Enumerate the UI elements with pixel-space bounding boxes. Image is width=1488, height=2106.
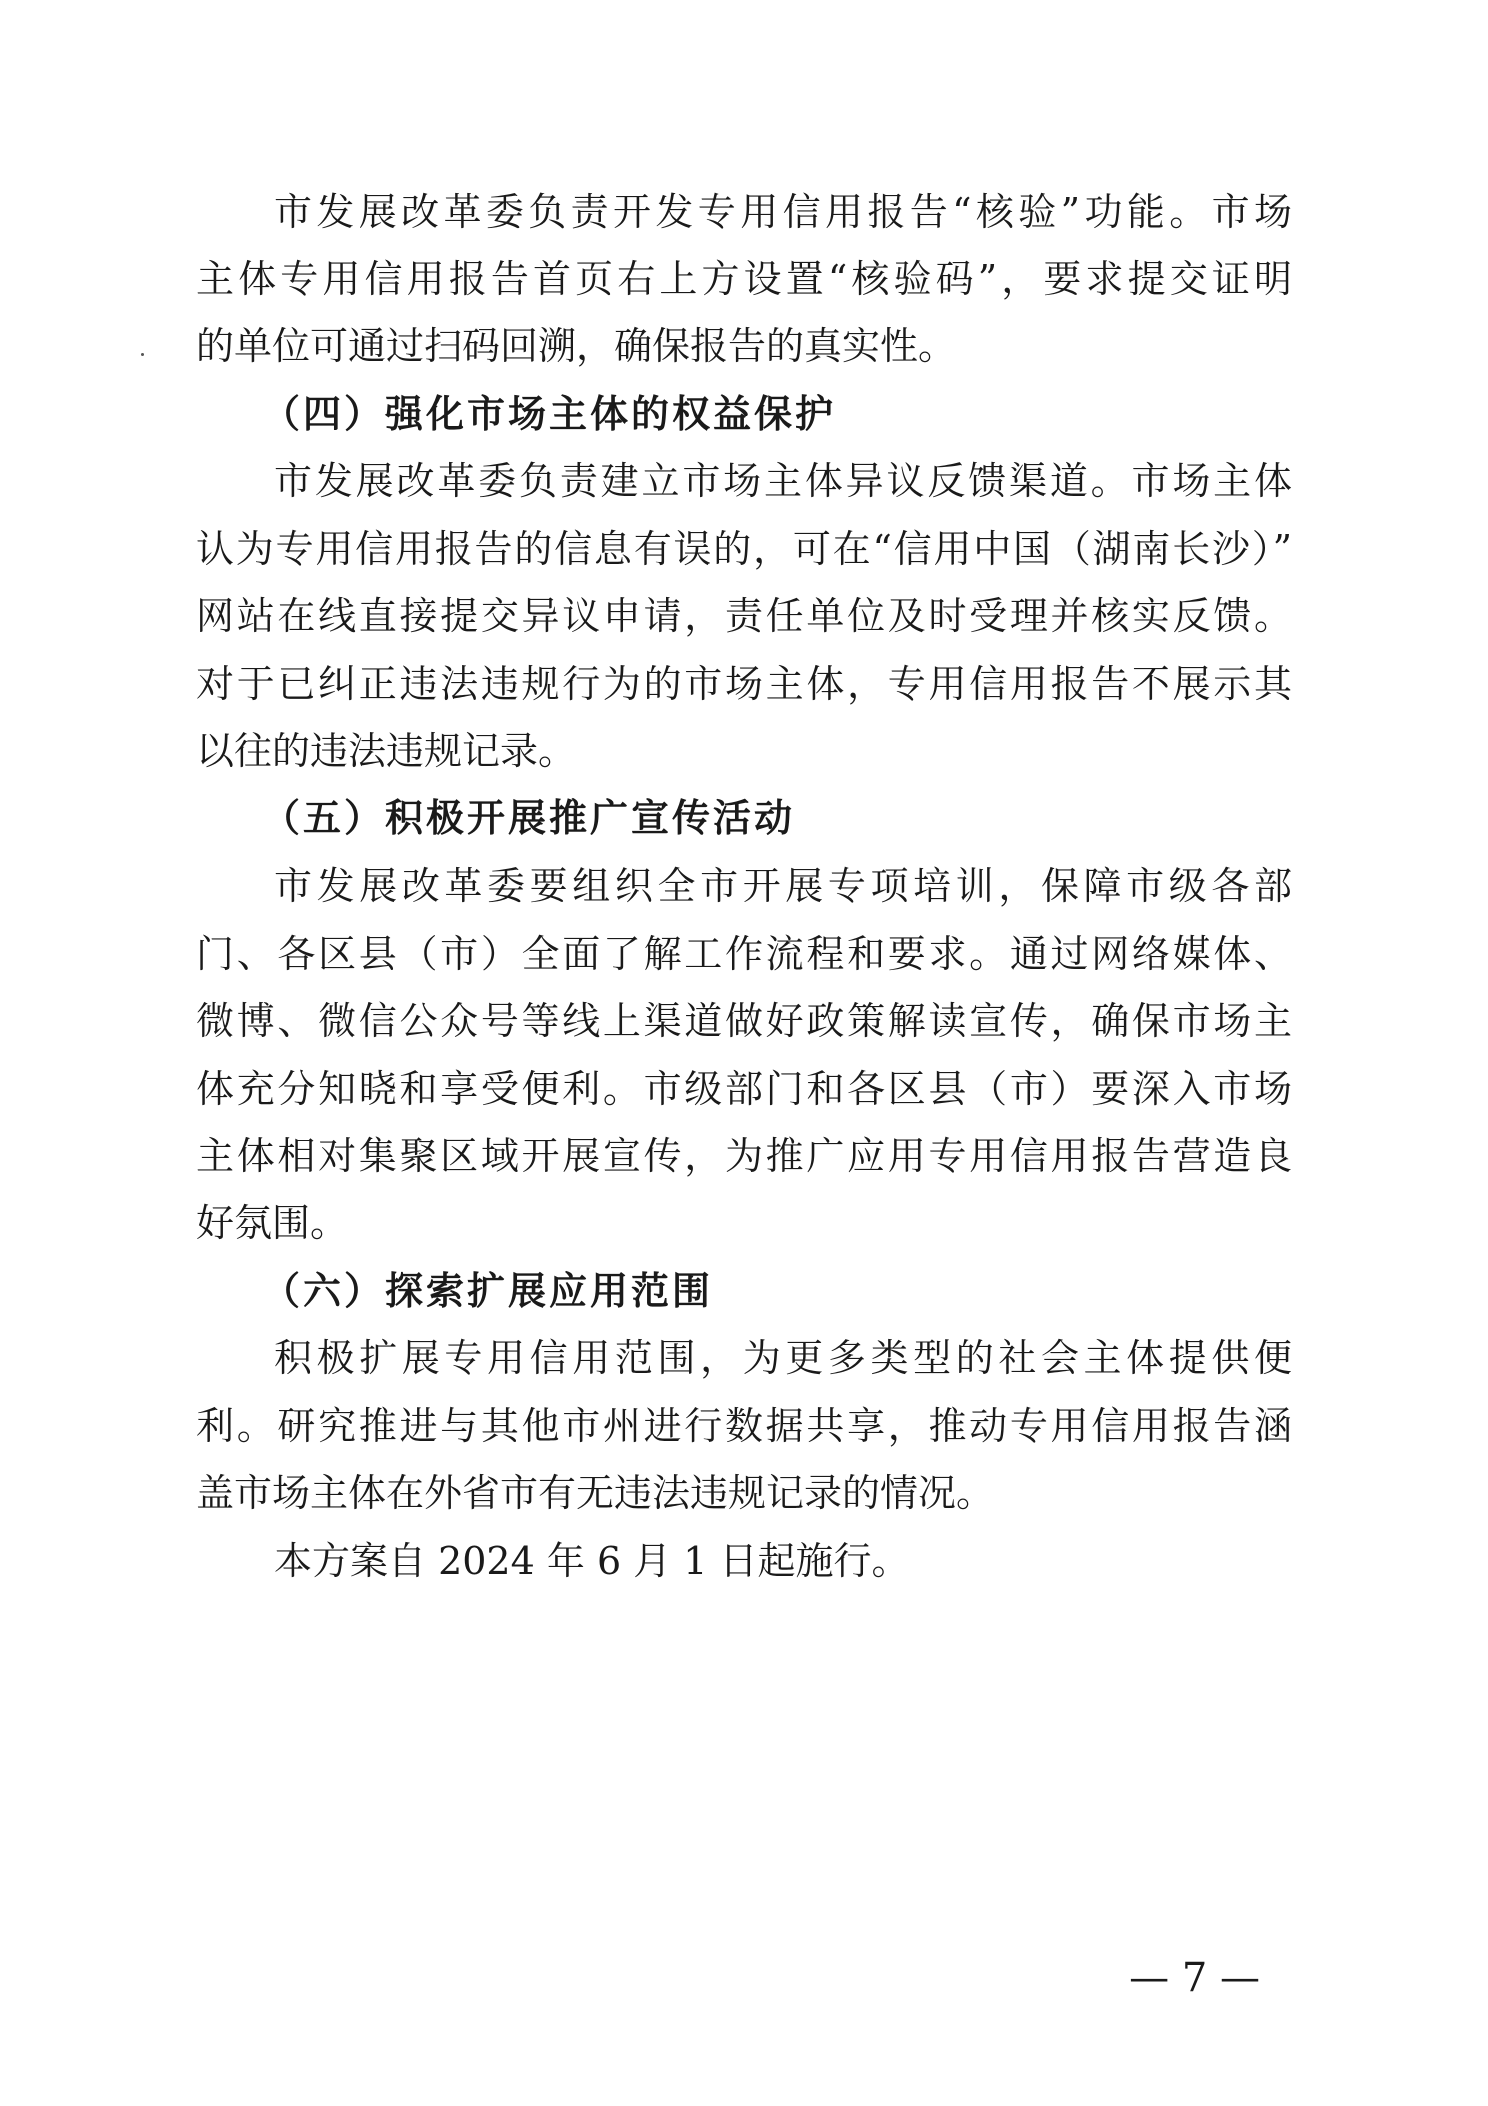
paragraph-line: 积极扩展专用信用范围，为更多类型的社会主体提供便 bbox=[274, 1336, 1292, 1380]
paragraph-line: 以往的违法违规记录。 bbox=[196, 729, 577, 773]
scan-speck bbox=[141, 353, 144, 356]
paragraph-line: 市发展改革委要组织全市开展专项培训，保障市级各部 bbox=[274, 864, 1292, 908]
paragraph-line: 的单位可通过扫码回溯，确保报告的真实性。 bbox=[196, 324, 957, 368]
paragraph-line: 认为专用信用报告的信息有误的，可在“信用中国（湖南长沙）” bbox=[196, 527, 1292, 571]
paragraph-line: 市发展改革委负责建立市场主体异议反馈渠道。市场主体 bbox=[274, 459, 1292, 503]
paragraph-line: 好氛围。 bbox=[196, 1201, 349, 1245]
paragraph-line: 主体相对集聚区域开展宣传，为推广应用专用信用报告营造良 bbox=[196, 1134, 1292, 1178]
paragraph-line: 对于已纠正违法违规行为的市场主体，专用信用报告不展示其 bbox=[196, 662, 1292, 706]
paragraph-line: 微博、微信公众号等线上渠道做好政策解读宣传，确保市场主 bbox=[196, 999, 1292, 1043]
section-heading-5: （五）积极开展推广宣传活动 bbox=[262, 796, 796, 840]
paragraph-line: 门、各区县（市）全面了解工作流程和要求。通过网络媒体、 bbox=[196, 932, 1292, 976]
paragraph-line: 网站在线直接提交异议申请，责任单位及时受理并核实反馈。 bbox=[196, 594, 1292, 638]
paragraph-line: 利。研究推进与其他市州进行数据共享，推动专用信用报告涵 bbox=[196, 1404, 1292, 1448]
paragraph-line: 体充分知晓和享受便利。市级部门和各区县（市）要深入市场 bbox=[196, 1067, 1292, 1111]
section-heading-4: （四）强化市场主体的权益保护 bbox=[262, 392, 837, 436]
page-number: — 7 — bbox=[1129, 1955, 1260, 2001]
paragraph-line: 盖市场主体在外省市有无违法违规记录的情况。 bbox=[196, 1471, 995, 1515]
effective-date-line: 本方案自 2024 年 6 月 1 日起施行。 bbox=[274, 1539, 910, 1583]
section-heading-6: （六）探索扩展应用范围 bbox=[262, 1269, 714, 1313]
paragraph-line: 市发展改革委负责开发专用信用报告“核验”功能。市场 bbox=[274, 190, 1292, 234]
paragraph-line: 主体专用信用报告首页右上方设置“核验码”，要求提交证明 bbox=[196, 257, 1292, 301]
